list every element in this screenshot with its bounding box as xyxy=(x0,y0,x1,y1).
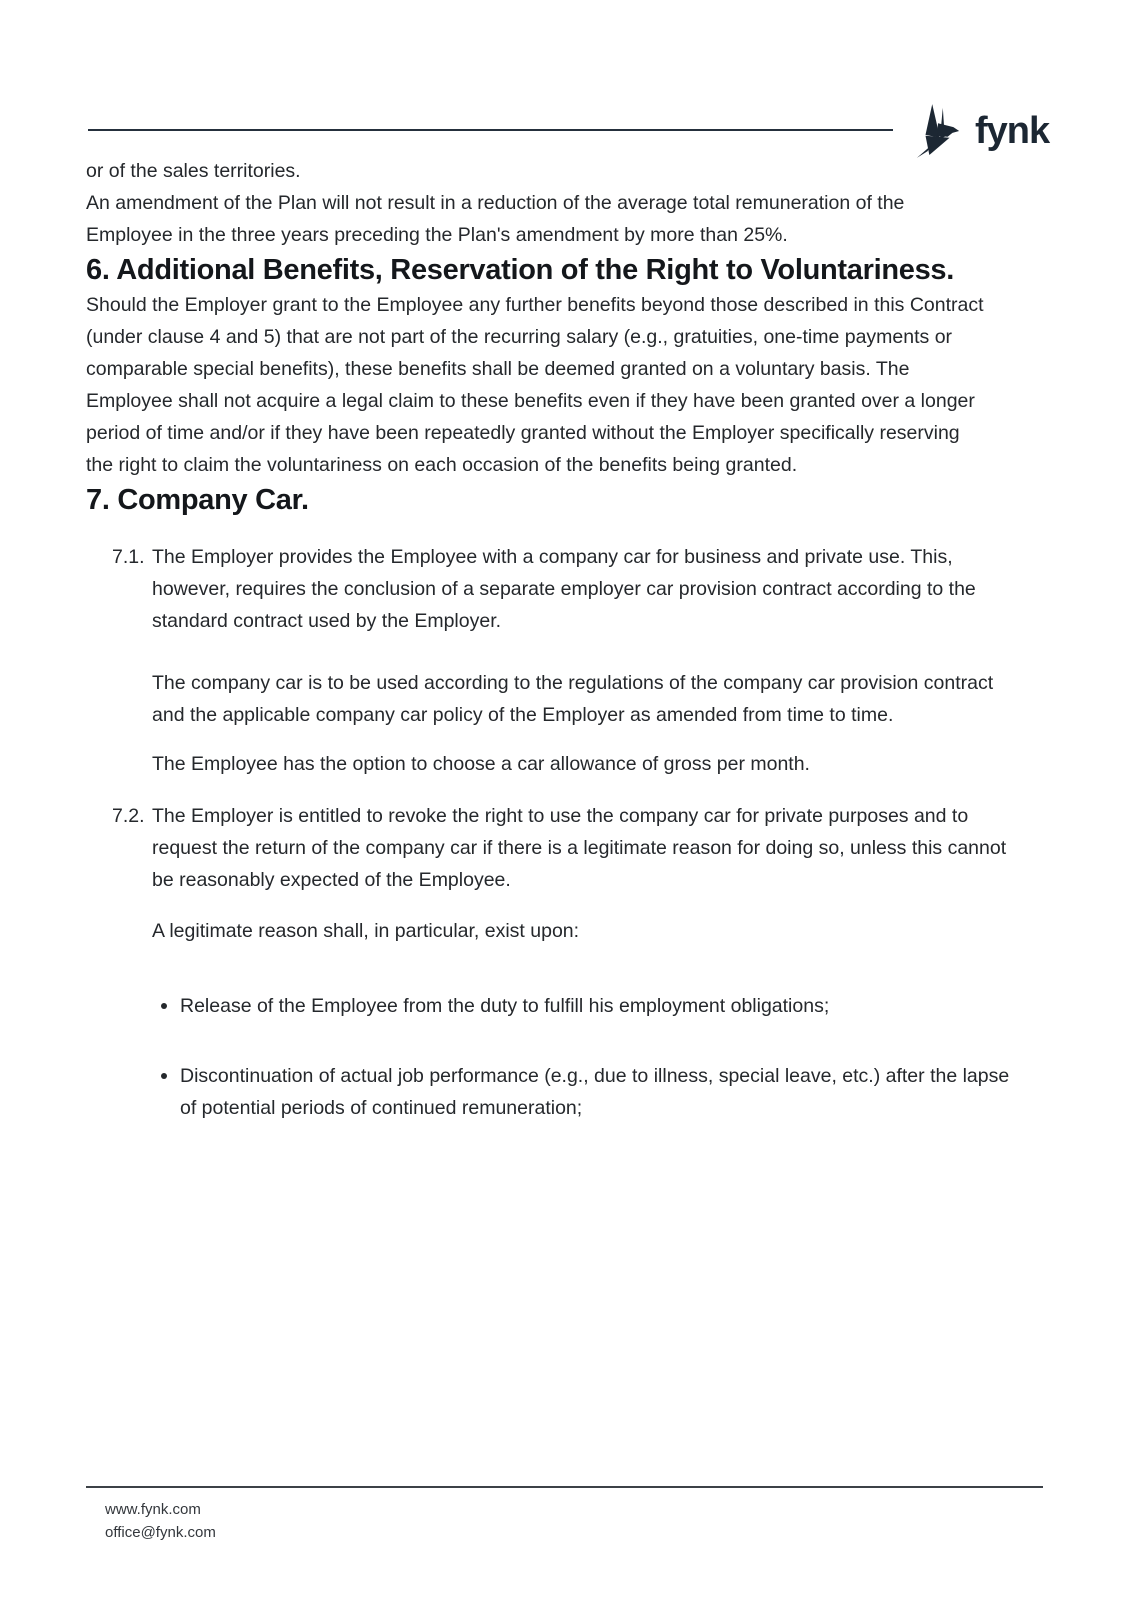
clause-7-1-paragraph-1: The Employer provides the Employee with a company car for business and private use. This, however, requires the conclusion of a separate employer car provision contract according to the standard contract used by the Employer. xyxy=(152,546,976,632)
contract-body xyxy=(86,0,1043,1124)
clause-7-1-number: 7.1. xyxy=(112,546,145,568)
clause-continuation-text: or of the sales territories. xyxy=(86,160,301,182)
clause-7-2 xyxy=(86,800,1043,1124)
amendment-paragraph: An amendment of the Plan will not result in a reduction of the average total remuneration of the Employee in the three years preceding the Plan's amendment by more than 25%. xyxy=(86,192,905,246)
list-item xyxy=(152,990,1017,1022)
section-7-heading: 7. Company Car. xyxy=(86,484,309,516)
clause-7-2-body xyxy=(152,800,1017,1124)
bullet-icon xyxy=(161,1003,167,1009)
clause-7-1-body xyxy=(152,541,1017,780)
clause-7-2-number: 7.2. xyxy=(112,805,145,827)
footer-rule xyxy=(86,1486,1043,1488)
bullet-icon xyxy=(161,1073,167,1079)
legitimate-reasons-list xyxy=(152,990,1017,1124)
section-6-paragraph: Should the Employer grant to the Employee any further benefits beyond those described in this Contract (under clause 4 and 5) that are not part of the recurring salary (e.g., gratuities, one-time payments or comparable special benefits), these benefits shall be deemed granted on a voluntary basis. The Employee shall not acquire a legal claim to these benefits even if they have been granted over a longer period of time and/or if they have been repeatedly granted without the Employer specifically reserving the right to claim the voluntariness on each occasion of the benefits being granted. xyxy=(86,294,984,476)
brand-wordmark: fynk xyxy=(975,110,1050,152)
clause-7-2-paragraph-2: A legitimate reason shall, in particular, exist upon: xyxy=(152,920,580,942)
list-item-text: Discontinuation of actual job performance (e.g., due to illness, special leave, etc.) after the lapse of potential periods of continued remuneration; xyxy=(180,1065,1010,1119)
clause-7-1-paragraph-3: The Employee has the option to choose a car allowance of gross per month. xyxy=(152,753,810,775)
list-item-text: Release of the Employee from the duty to fulfill his employment obligations; xyxy=(180,995,830,1017)
page-footer xyxy=(86,1486,1043,1544)
clause-7-1-paragraph-2: The company car is to be used according to the regulations of the company car provision contract and the applicable company car policy of the Employer as amended from time to time. xyxy=(152,672,994,726)
footer-website: www.fynk.com xyxy=(105,1501,201,1518)
section-6-heading: 6. Additional Benefits, Reservation of the Right to Voluntariness. xyxy=(86,254,955,286)
footer-email: office@fynk.com xyxy=(105,1524,216,1541)
clause-7-2-paragraph-1: The Employer is entitled to revoke the right to use the company car for private purposes and to request the return of the company car if there is a legitimate reason for doing so, unless this cannot be reasonably expected of the Employee. xyxy=(152,805,1007,891)
clause-7-1 xyxy=(86,541,1043,780)
list-item xyxy=(152,1060,1017,1124)
